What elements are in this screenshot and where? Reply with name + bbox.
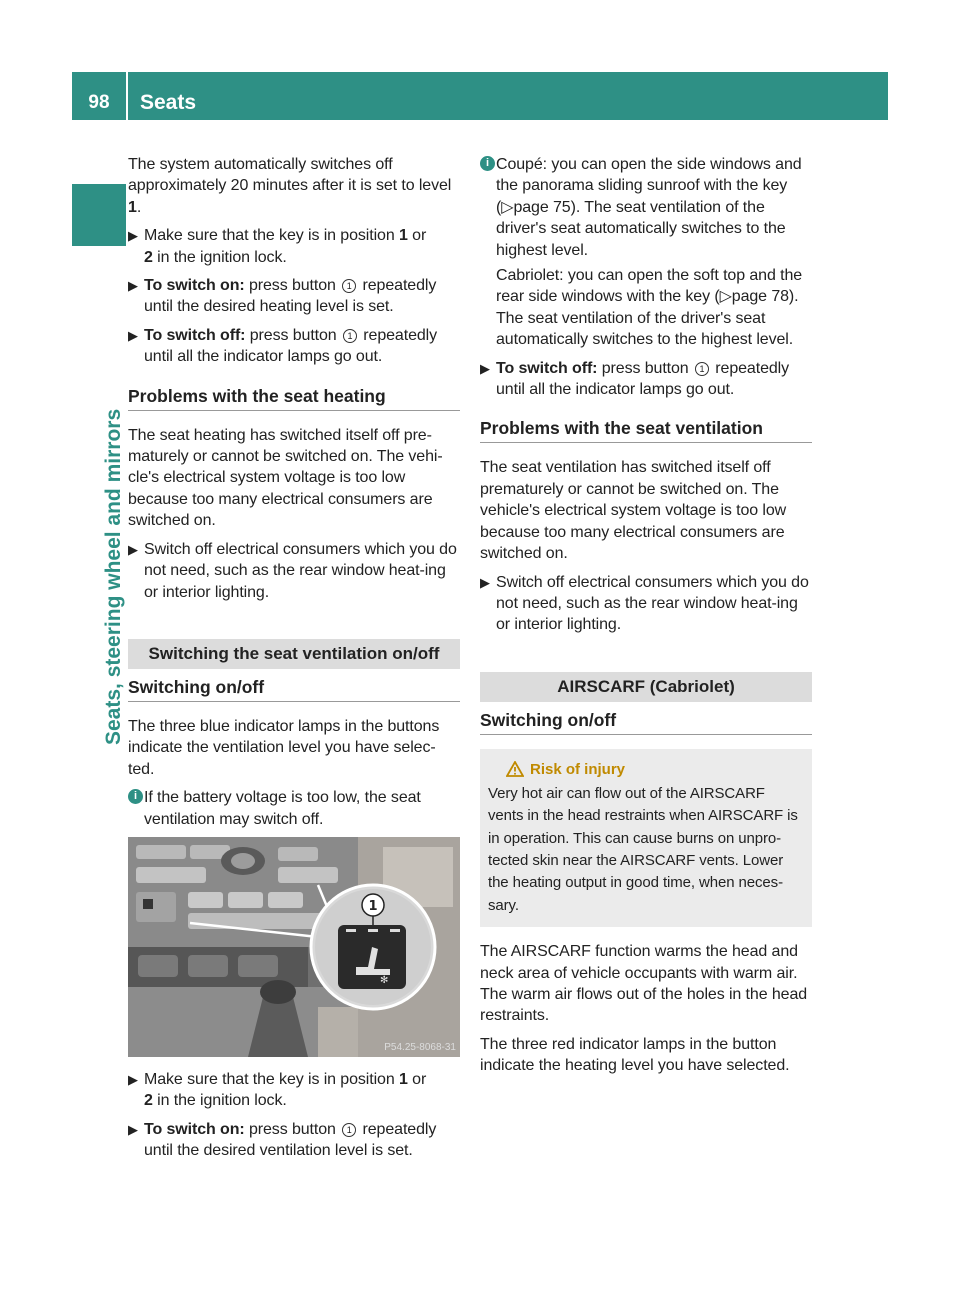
left-column: [128, 154, 460, 1169]
auto-off-paragraph: The system automatically switches off approximately 20 minutes after it is set to level 1.: [128, 156, 452, 216]
step-arrow-icon: ▶: [128, 327, 138, 343]
heading-problems-heating: Problems with the seat heating: [128, 384, 460, 411]
step-switch-on-heating: ▶ To switch on: press button 1 repeatedly until the desired heating level is set.: [128, 277, 437, 316]
step-switch-off-heating: ▶ To switch off: press button 1 repeatedly until all the indicator lamps go out.: [128, 326, 438, 366]
step-key-position-2: ▶ Make sure that the key is in position 1 or 2 in the ignition lock.: [128, 1070, 427, 1110]
center-console-photo: [128, 837, 460, 1057]
problems-heating-paragraph: The seat heating has switched itself off pre-maturely or cannot be switched on. The vehi-cle's electrical system voltage is too low because too many electrical consumers are switched on.: [128, 426, 443, 530]
step-arrow-icon: ▶: [480, 360, 490, 376]
photo-code: P54.25-8068-31: [384, 1041, 456, 1053]
warning-triangle-icon: [506, 761, 524, 777]
step-switch-off-consumers: ▶ Switch off electrical consumers which you do not need, such as the rear window heat-ing or interior lighting.: [128, 540, 457, 601]
info-coupe-cabriolet: i Coupé: you can open the side windows and the panorama sliding sunroof with the key (▷page 75). The seat ventilation of the driver's seat automatically switches to the highest level. Cabriolet: you can open the soft top and the rear side windows with the key (▷page 78). The seat ventilation of the driver's seat automatically switches to the highest level.: [480, 154, 812, 351]
heading-problems-ventilation: Problems with the seat ventilation: [480, 416, 812, 443]
page-number: 98: [88, 92, 110, 113]
page-ref-75[interactable]: page 75: [513, 198, 571, 216]
callout-1-icon: 1: [342, 279, 356, 293]
section-heading-ventilation: Switching the seat ventilation on/off: [128, 639, 460, 669]
chapter-side-label: [84, 408, 125, 775]
ventilation-lamps-paragraph: The three blue indicator lamps in the buttons indicate the ventilation level you have selec-ted.: [128, 717, 440, 778]
center-console-illustration: [128, 837, 460, 1057]
callout-1-icon: 1: [695, 362, 709, 376]
step-arrow-icon: ▶: [128, 541, 138, 557]
warning-text: Very hot air can flow out of the AIRSCARF vents in the head restraints when AIRSCARF is in operation. This can cause burns on unpro-tected skin near the AIRSCARF vents. Lower the heating output in good time, when neces-sary.: [488, 784, 798, 914]
page-ref-78[interactable]: page 78: [731, 288, 789, 306]
chapter-side-label-text: Seats, steering wheel and mirrors: [102, 408, 125, 745]
svg-text:✻: ✻: [380, 974, 389, 986]
airscarf-function-paragraph: The AIRSCARF function warms the head and neck area of vehicle occupants with warm air. The warm air flows out of the holes in the head restraints.: [480, 943, 808, 1025]
warning-title: Risk of injury: [488, 759, 804, 781]
step-switch-off-consumers-2: ▶ Switch off electrical consumers which you do not need, such as the rear window heat-ing or interior lighting.: [480, 573, 809, 634]
info-icon: i: [128, 789, 143, 804]
callout-1-icon: 1: [342, 1123, 356, 1137]
page-header: [72, 72, 888, 120]
step-arrow-icon: ▶: [128, 1121, 138, 1137]
step-switch-off-ventilation: ▶ To switch off: press button 1 repeatedly until all the indicator lamps go out.: [480, 359, 790, 399]
step-arrow-icon: ▶: [128, 278, 138, 294]
section-heading-airscarf: AIRSCARF (Cabriolet): [480, 672, 812, 702]
step-arrow-icon: ▶: [128, 228, 138, 244]
info-icon: i: [480, 156, 495, 171]
problems-ventilation-paragraph: The seat ventilation has switched itself off prematurely or cannot be switched on. The vehicle's electrical system voltage is too low because too many electrical consumers are switched on.: [480, 459, 787, 563]
info-battery-voltage: i If the battery voltage is too low, the seat ventilation may switch off.: [128, 787, 460, 830]
callout-1-label: 1: [368, 898, 378, 914]
page-ref-arrow-icon: ▷: [719, 288, 732, 306]
page-ref-arrow-icon: ▷: [501, 198, 514, 216]
warning-box: [480, 749, 812, 927]
header-title: Seats: [140, 91, 197, 114]
header-separator: [126, 72, 128, 120]
step-switch-on-ventilation: ▶ To switch on: press button 1 repeatedly until the desired ventilation level is set.: [128, 1120, 437, 1160]
callout-1-icon: 1: [343, 329, 357, 343]
step-arrow-icon: ▶: [128, 1071, 138, 1087]
heading-switching-on-off: Switching on/off: [128, 675, 460, 702]
right-column: [480, 154, 812, 1084]
step-arrow-icon: ▶: [480, 574, 490, 590]
step-key-position: ▶ Make sure that the key is in position 1 or 2 in the ignition lock.: [128, 227, 427, 266]
chapter-tab: [72, 184, 126, 246]
heading-switching-on-off-2: Switching on/off: [480, 708, 812, 735]
airscarf-lamps-paragraph: The three red indicator lamps in the button indicate the heating level you have selected.: [480, 1035, 790, 1075]
